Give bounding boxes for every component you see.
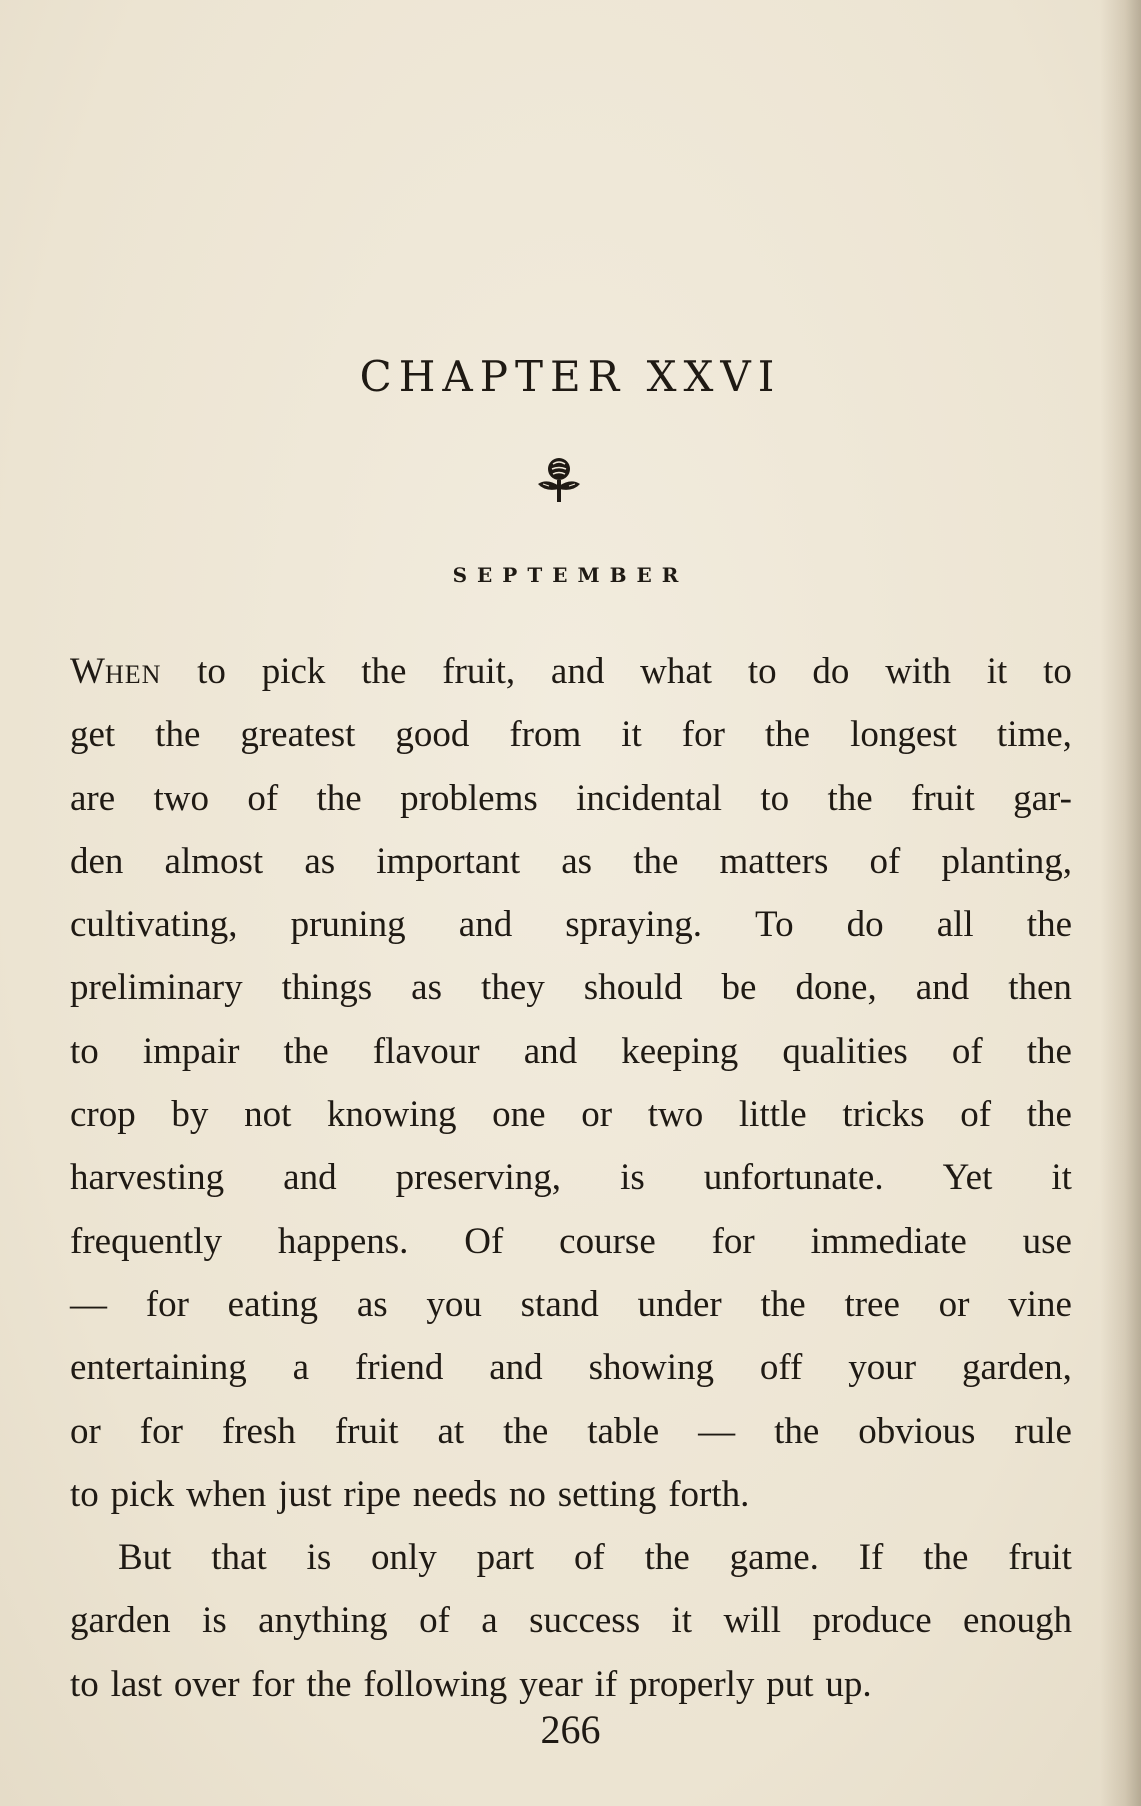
text-line: cultivating, pruning and spraying. To do all the: [70, 904, 1072, 946]
text-line: to pick when just ripe needs no setting forth.: [70, 1473, 750, 1515]
text-line: WHEN to pick the fruit, and what to do with it to: [70, 651, 1072, 692]
text-line: — for eating as you stand under the tree or vine: [70, 1283, 1072, 1325]
text-line: garden is anything of a success it will produce enough: [70, 1600, 1072, 1642]
text-line: preliminary things as they should be done, and then: [70, 967, 1072, 1009]
text-line: frequently happens. Of course for immediate use: [70, 1220, 1072, 1262]
text-line: But that is only part of the game. If the fruit: [118, 1537, 1072, 1579]
text-line: are two of the problems incidental to the fruit gar-: [70, 777, 1072, 819]
text-line: or for fresh fruit at the table — the obvious rule: [70, 1410, 1072, 1452]
text-line: harvesting and preserving, is unfortunate. Yet it: [70, 1157, 1072, 1199]
text-line: get the greatest good from it for the longest time,: [70, 714, 1072, 756]
text-line: entertaining a friend and showing off your garden,: [70, 1347, 1072, 1389]
text-line: crop by not knowing one or two little tricks of the: [70, 1094, 1072, 1136]
text-line: den almost as important as the matters of planting,: [70, 840, 1072, 882]
text-line: to impair the flavour and keeping qualities of the: [70, 1030, 1072, 1072]
section-title: SEPTEMBER: [452, 563, 689, 587]
text-line: to last over for the following year if properly put up.: [70, 1663, 872, 1705]
chapter-title: CHAPTER XXVI: [359, 352, 782, 401]
flower-ornament-icon: [535, 456, 583, 506]
page-number: 266: [540, 1707, 601, 1752]
body-text: [70, 640, 1072, 1716]
